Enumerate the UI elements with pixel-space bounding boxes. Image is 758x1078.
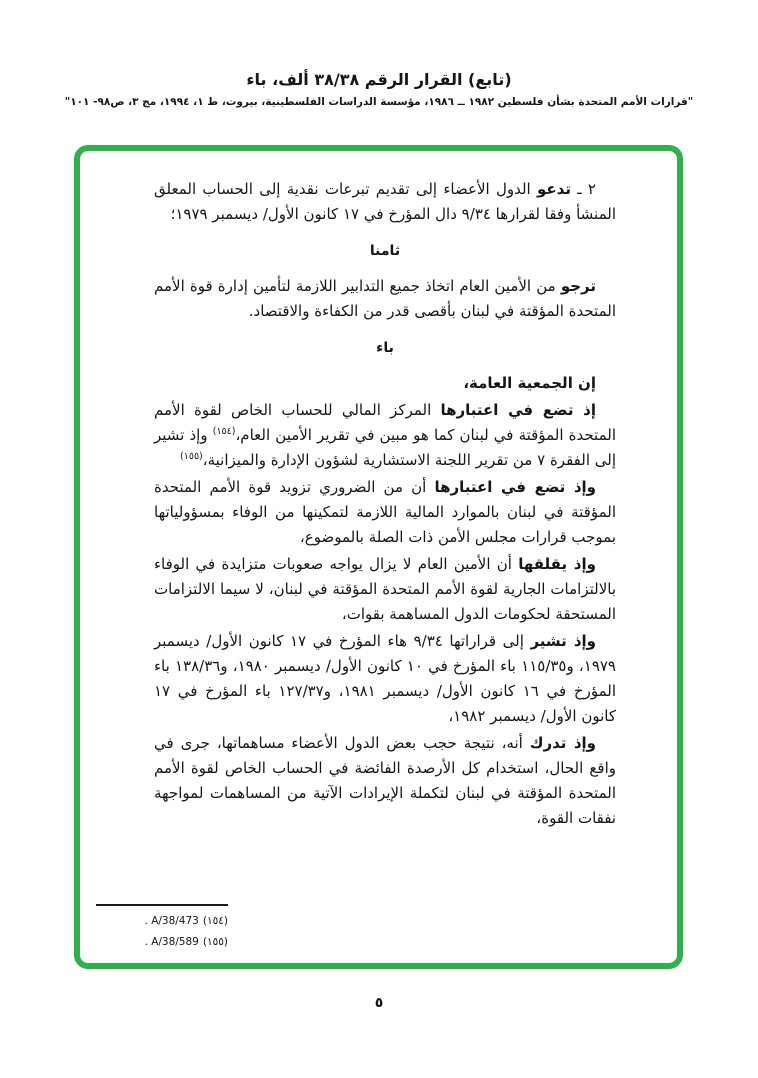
source-citation: "قرارات الأمم المتحدة بشأن فلسطين ١٩٨٢ ــ ١٩٨٦، مؤسسة الدراسات الفلسطينية، بيروت، ط ١، ١٩٩٤، مج ٣، ص٩٨- ١٠١" [64, 96, 694, 108]
paragraph-lead-text: ترجو [560, 277, 596, 295]
paragraph-lead-text: إن الجمعية العامة، [463, 374, 596, 392]
paragraph-lead-text: وإذ تضع في اعتبارها [434, 478, 597, 496]
paragraph [154, 552, 616, 627]
highlight-border-box [74, 145, 683, 969]
paragraph-text: أنه، نتيجة حجب بعض الدول الأعضاء مساهماتها، جرى في واقع الحال، استخدام كل الأرصدة الفائضة في الحساب الخاص لقوة الأمم المتحدة المؤقتة في لبنان لتكملة الإيرادات الآتية من المساهمات لمواجهة نفقات القوة، [154, 734, 616, 827]
paragraph-text: إلى قراراتها ٩/٣٤ هاء المؤرخ في ١٧ كانون الأول/ ديسمبر ١٩٧٩، و١١٥/٣٥ باء المؤرخ في ١٠ كانون الأول/ ديسمبر ١٩٨٠، و١٣٨/٣٦ باء المؤرخ في ١٦ كانون الأول/ ديسمبر ١٩٨١، و١٢٧/٣٧ باء المؤرخ في ١٧ كانون الأول/ ديسمبر ١٩٨٢، [154, 632, 616, 725]
paragraph [154, 371, 616, 396]
footnote-text: A/38/589 . [144, 936, 199, 948]
footnote-item [96, 932, 228, 953]
footnote-marker: (١٥٥) [202, 936, 228, 948]
paragraph [154, 731, 616, 831]
paragraph [154, 629, 616, 729]
paragraph [154, 274, 616, 324]
paragraph-text: المركز المالي للحساب الخاص لقوة الأمم المتحدة المؤقتة في لبنان كما هو مبين في تقرير الأمين العام، [154, 401, 616, 444]
paragraph-text: الدول الأعضاء إلى تقديم تبرعات نقدية إلى الحساب المعلق المنشأ وفقا لقرارها ٩/٣٤ دال المؤرخ في ١٧ كانون الأول/ ديسمبر ١٩٧٩؛ [154, 180, 616, 223]
footnote-marker: (١٥٤) [202, 915, 228, 927]
paragraph-lead-text: تدعو [537, 180, 571, 198]
paragraph [154, 177, 616, 227]
paragraph-lead-text: إذ تضع في اعتبارها [440, 401, 596, 419]
resolution-title: (تابع) القرار الرقم ٣٨/٣٨ ألف، باء [246, 70, 512, 89]
document-body [154, 175, 616, 831]
paragraph [154, 398, 616, 473]
footnote-ref: (١٥٤) [212, 426, 236, 437]
page-number: ٥ [374, 995, 384, 1011]
paragraph-lead-text: وإذ تدرك [529, 734, 596, 752]
footnote-item [96, 911, 228, 932]
page-header [0, 70, 758, 108]
paragraph-text: من الأمين العام اتخاذ جميع التدابير اللازمة لتأمين إدارة قوة الأمم المتحدة المؤقتة في لبنان بأقصى قدر من الكفاءة والاقتصاد. [154, 277, 616, 320]
paragraph-text: وإذ تشير إلى الفقرة ٧ من تقرير اللجنة الاستشارية لشؤون الإدارة والميزانية، [154, 426, 616, 469]
paragraph-text: أن من الضروري تزويد قوة الأمم المتحدة المؤقتة في لبنان بالموارد المالية اللازمة لتمكينها من الوفاء بمسؤولياتها بموجب قرارات مجلس الأمن ذات الصلة بالموضوع، [154, 478, 616, 546]
section-heading: ثامنا [369, 243, 401, 259]
footnotes-section [96, 904, 228, 953]
footnote-ref: (١٥٥) [180, 451, 203, 462]
paragraph-text: أن الأمين العام لا يزال يواجه صعوبات متزايدة في الوفاء بالالتزامات الجارية لقوة الأمم المتحدة المؤقتة في لبنان، لا سيما الالتزامات المستحقة لحكومات الدول المساهمة بقوات، [154, 555, 616, 623]
paragraph [154, 475, 616, 550]
paragraph-lead-text: وإذ تشير [530, 632, 596, 650]
paragraph-text: ٢ ـ [570, 180, 596, 198]
paragraph-lead-text: وإذ يقلقها [518, 555, 596, 573]
footnote-text: A/38/473 . [144, 915, 199, 927]
section-heading: باء [376, 340, 394, 356]
